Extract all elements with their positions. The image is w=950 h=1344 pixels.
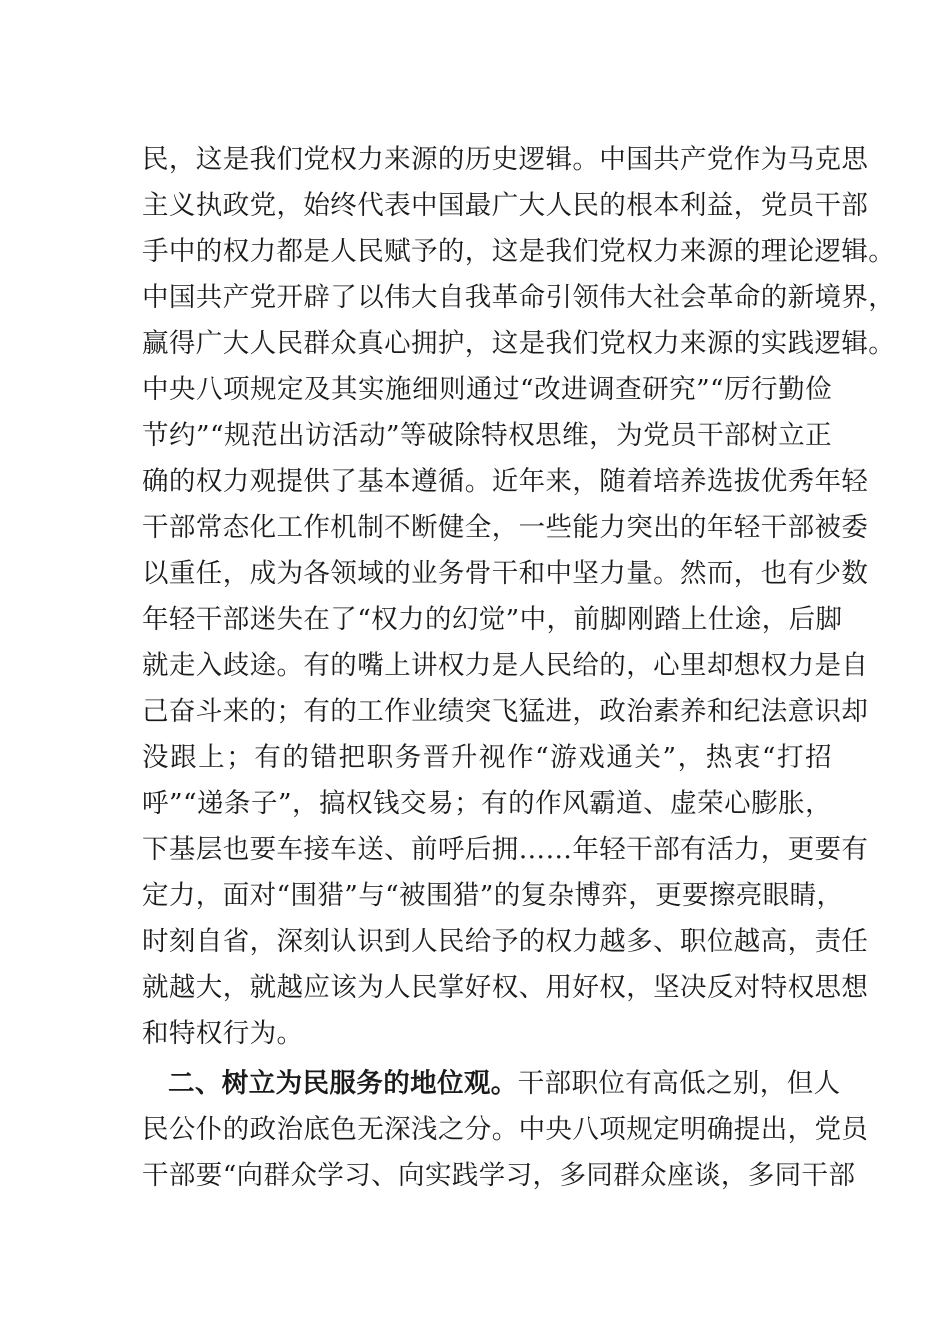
paragraph-line: 中央八项规定及其实施细则通过“改进调查研究”“厉行勤俭 [142, 374, 832, 405]
paragraph-line: 呼”“递条子”，搞权钱交易；有的作风霸道、虚荣心膨胀， [142, 788, 832, 819]
paragraph-line: 中国共产党开辟了以伟大自我革命引领伟大社会革命的新境界， [142, 282, 896, 313]
paragraph-line: 就越大，就越应该为人民掌好权、用好权，坚决反对特权思想 [142, 972, 869, 1003]
paragraph-line: 下基层也要车接车送、前呼后拥……年轻干部有活力，更要有 [142, 834, 869, 865]
paragraph-line: 确的权力观提供了基本遵循。近年来，随着培养选拔优秀年轻 [142, 466, 869, 497]
paragraph-line: 民，这是我们党权力来源的历史逻辑。中国共产党作为马克思 [142, 144, 869, 175]
paragraph-line: 时刻自省，深刻认识到人民给予的权力越多、职位越高，责任 [142, 926, 869, 957]
paragraph-line: 定力，面对“围猎”与“被围猎”的复杂博弈，更要擦亮眼睛， [142, 880, 844, 911]
paragraph-last-line: 和特权行为。 [142, 1018, 304, 1049]
paragraph-line: 节约”“规范出访活动”等破除特权思维，为党员干部树立正 [142, 420, 832, 451]
paragraph-line: 己奋斗来的；有的工作业绩突飞猛进，政治素养和纪法意识却 [142, 696, 869, 727]
paragraph-line: 赢得广大人民群众真心拥护，这是我们党权力来源的实践逻辑。 [142, 328, 896, 359]
section-heading: 二、树立为民服务的地位观。 [168, 1068, 518, 1099]
paragraph-line: 年轻干部迷失在了“权力的幻觉”中，前脚刚踏上仕途，后脚 [142, 604, 843, 635]
section-heading-line [142, 1061, 841, 1107]
section-heading-continuation: 干部职位有高低之别，但人 [517, 1068, 841, 1099]
paragraph-line: 以重任，成为各领域的业务骨干和中坚力量。然而，也有少数 [142, 558, 869, 589]
paragraph-line: 就走入歧途。有的嘴上讲权力是人民给的，心里却想权力是自 [142, 650, 869, 681]
paragraph-line: 干部要“向群众学习、向实践学习，多同群众座谈，多同干部 [142, 1160, 856, 1191]
paragraph-line: 没跟上；有的错把职务晋升视作“游戏通关”，热衷“打招 [142, 742, 832, 773]
paragraph-line: 民公仆的政治底色无深浅之分。中央八项规定明确提出，党员 [142, 1114, 869, 1145]
paragraph-line: 主义执政党，始终代表中国最广大人民的根本利益，党员干部 [142, 190, 869, 221]
paragraph-line: 手中的权力都是人民赋予的，这是我们党权力来源的理论逻辑。 [142, 236, 896, 267]
paragraph-line: 干部常态化工作机制不断健全，一些能力突出的年轻干部被委 [142, 512, 869, 543]
